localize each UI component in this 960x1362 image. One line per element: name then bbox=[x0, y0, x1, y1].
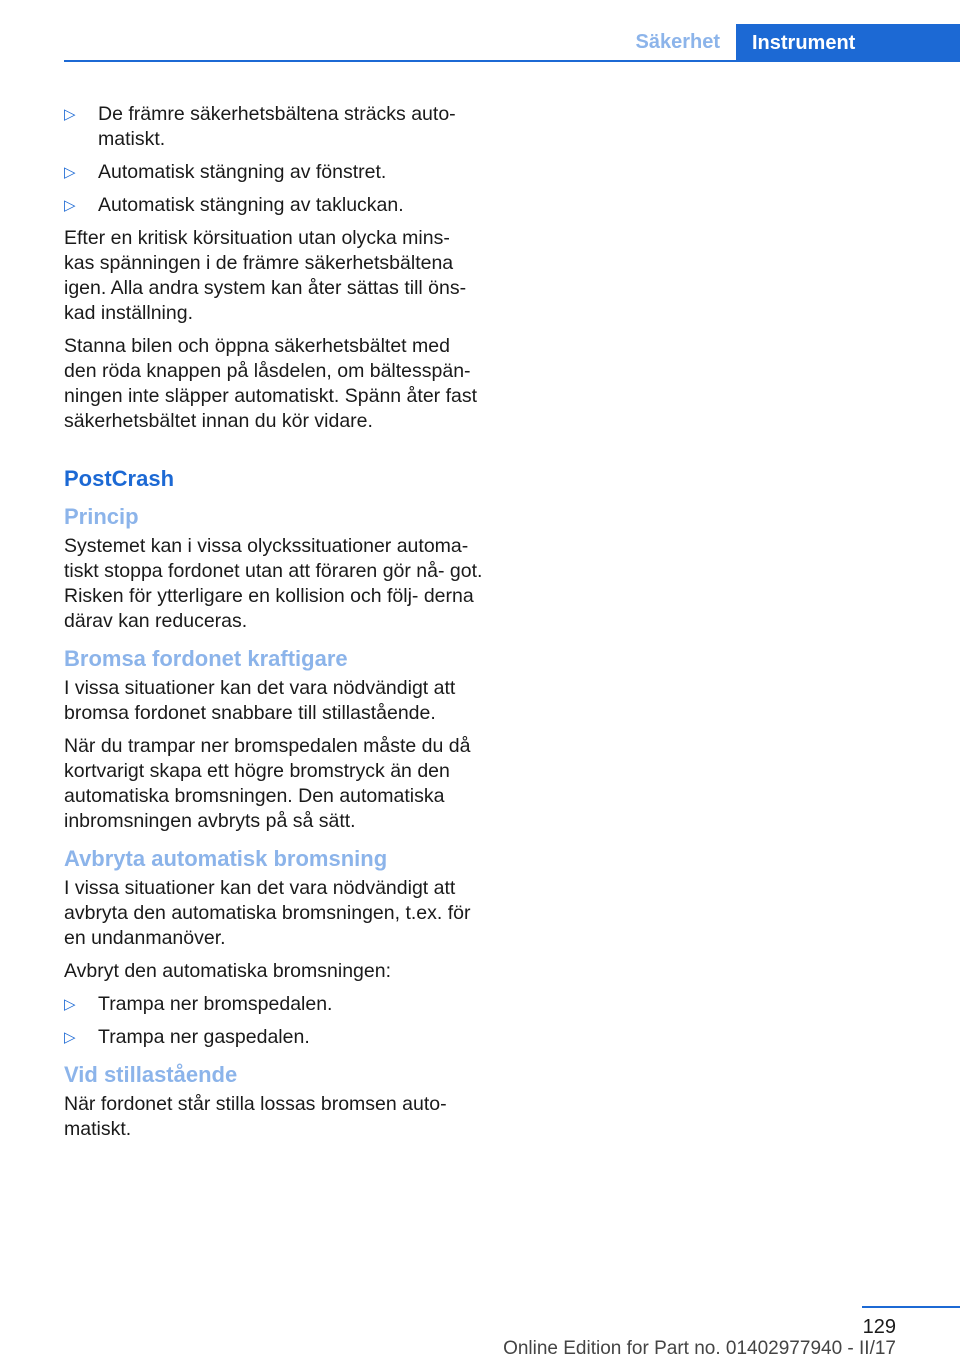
page-number: 129 bbox=[862, 1316, 896, 1338]
paragraph: När du trampar ner bromspedalen måste du då kortvarigt skapa ett högre bromstryck än den automatiska bromsningen. Den automatiska inbromsningen avbryts på så sätt. bbox=[64, 735, 471, 832]
paragraph: I vissa situationer kan det vara nödvändigt att bromsa fordonet snabbare till stillastående. bbox=[64, 677, 456, 724]
bullet-list-top bbox=[64, 102, 484, 218]
subheading-bromsa: Bromsa fordonet kraftigare bbox=[64, 646, 348, 671]
list-item: ▷ De främre säkerhetsbältena sträcks auto‐ matiskt. bbox=[64, 103, 456, 150]
bullet-list-avbryta bbox=[64, 992, 484, 1050]
edition-note: Online Edition for Part no. 01402977940 - II/17 bbox=[503, 1338, 896, 1359]
triangle-bullet-icon: ▷ bbox=[64, 996, 76, 1013]
triangle-bullet-icon: ▷ bbox=[64, 197, 76, 214]
paragraph: Stanna bilen och öppna säkerhetsbältet med den röda knappen på låsdelen, om bältesspän‐ ningen inte släpper automatiskt. Spänn åter fast säkerhetsbältet innan du kör vidare. bbox=[64, 335, 478, 432]
list-item: ▷ Trampa ner gaspedalen. bbox=[64, 1026, 310, 1048]
section-title: PostCrash bbox=[64, 466, 175, 491]
footer-rule bbox=[862, 1306, 960, 1308]
header-tab-instrument[interactable]: Instrument bbox=[736, 24, 960, 62]
header-tab-sakerhet[interactable]: Säkerhet bbox=[635, 31, 720, 53]
subheading-stilla: Vid stillastående bbox=[64, 1062, 238, 1087]
paragraph: I vissa situationer kan det vara nödvändigt att avbryta den automatiska bromsningen, t.ex. för en undanmanöver. bbox=[64, 877, 471, 949]
subheading-princip: Princip bbox=[64, 504, 139, 529]
list-item: ▷ Trampa ner bromspedalen. bbox=[64, 993, 333, 1015]
paragraph: Systemet kan i vissa olyckssituationer automa‐ tiskt stoppa fordonet utan att föraren gör nå‐ got. Risken för ytterligare en kollision och följ‐ derna därav kan reduceras. bbox=[64, 535, 483, 632]
main-column bbox=[64, 102, 484, 1150]
triangle-bullet-icon: ▷ bbox=[64, 1029, 76, 1046]
paragraph: Avbryt den automatiska bromsningen: bbox=[64, 960, 391, 982]
header-rule bbox=[64, 60, 960, 62]
list-item: ▷ Automatisk stängning av fönstret. bbox=[64, 161, 387, 183]
subheading-avbryta: Avbryta automatisk bromsning bbox=[64, 846, 388, 871]
paragraph: När fordonet står stilla lossas bromsen auto‐ matiskt. bbox=[64, 1093, 447, 1140]
paragraph: Efter en kritisk körsituation utan olycka mins‐ kas spänningen i de främre säkerhetsbältena igen. Alla andra system kan åter sättas till öns‐ kad inställning. bbox=[64, 227, 467, 324]
triangle-bullet-icon: ▷ bbox=[64, 106, 76, 123]
triangle-bullet-icon: ▷ bbox=[64, 164, 76, 181]
list-item: ▷ Automatisk stängning av takluckan. bbox=[64, 194, 404, 216]
